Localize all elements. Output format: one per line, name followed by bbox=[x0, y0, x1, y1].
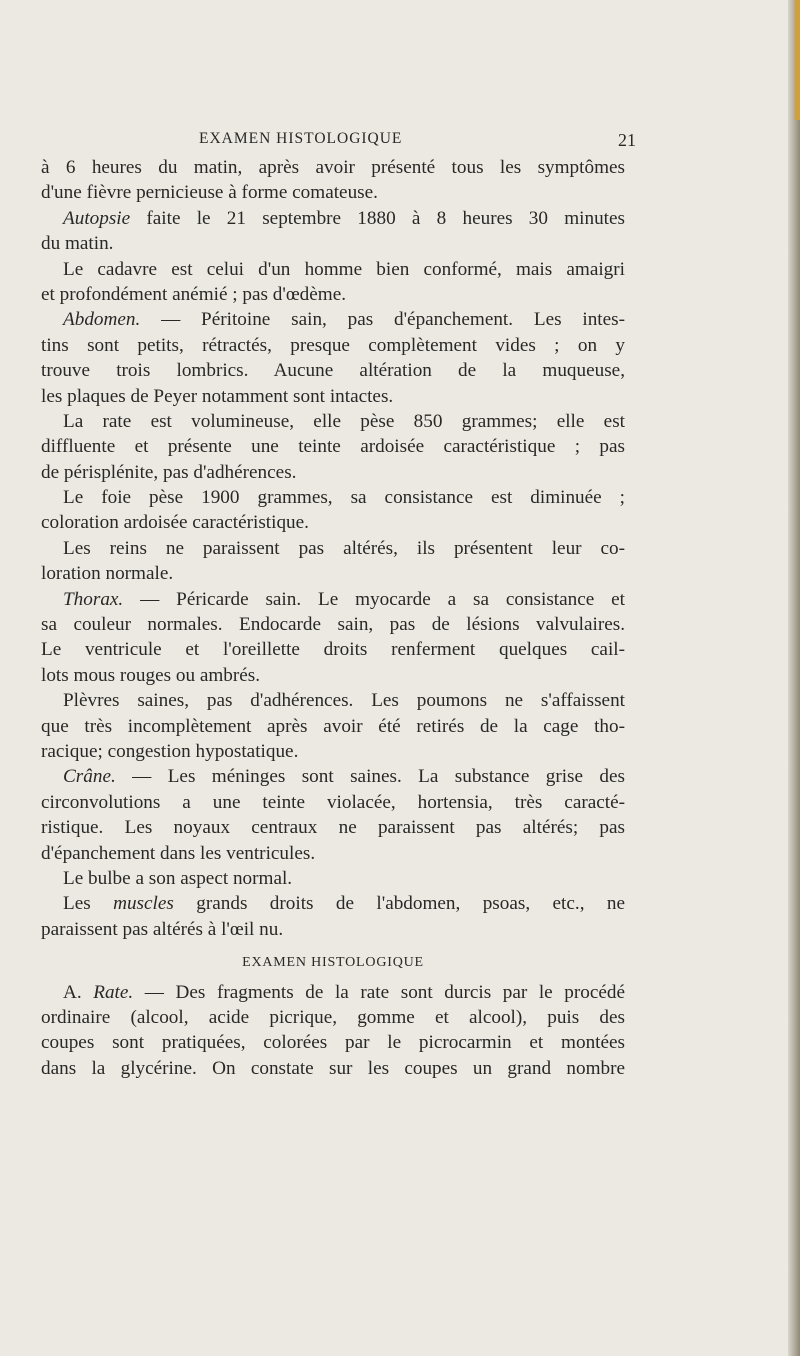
text-line: et profondément anémié ; pas d'œdème. bbox=[41, 283, 347, 305]
text-line: racique; congestion hypostatique. bbox=[41, 740, 299, 762]
run-in-heading: Thorax. bbox=[63, 588, 124, 610]
page-number: 21 bbox=[618, 130, 636, 150]
run-in-heading: Crâne. bbox=[63, 766, 116, 788]
text-line: Le foie pèse 1900 grammes, sa consistance est diminuée ; bbox=[63, 487, 625, 509]
text-line: paraissent pas altérés à l'œil nu. bbox=[41, 918, 284, 940]
text-line: Thorax. — Péricarde sain. Le myocarde a sa consistance et bbox=[63, 588, 625, 610]
text-line: les plaques de Peyer notamment sont intactes. bbox=[41, 385, 394, 407]
run-in-heading: Rate. bbox=[93, 981, 134, 1003]
page-body bbox=[41, 155, 625, 1081]
text-line: sa couleur normales. Endocarde sain, pas de lésions valvulaires. bbox=[41, 614, 625, 636]
page-edge bbox=[788, 0, 800, 1356]
text-line: La rate est volumineuse, elle pèse 850 grammes; elle est bbox=[63, 410, 625, 432]
text-line: coloration ardoisée caractéristique. bbox=[41, 512, 309, 534]
run-in-heading: Autopsie bbox=[63, 207, 131, 229]
text-line: diffluente et présente une teinte ardoisée caractéristique ; pas bbox=[41, 436, 625, 458]
text-line: Plèvres saines, pas d'adhérences. Les poumons ne s'affaissent bbox=[63, 690, 625, 712]
text-line: Crâne. — Les méninges sont saines. La substance grise des bbox=[63, 766, 625, 788]
text-line: circonvolutions a une teinte violacée, hortensia, très caracté- bbox=[41, 791, 625, 813]
text-line: Autopsie faite le 21 septembre 1880 à 8 heures 30 minutes bbox=[63, 207, 625, 229]
running-title: EXAMEN HISTOLOGIQUE bbox=[199, 130, 403, 147]
text-line: de périsplénite, pas d'adhérences. bbox=[41, 461, 297, 483]
text-line: trouve trois lombrics. Aucune altération de la muqueuse, bbox=[41, 360, 625, 382]
text-line: Le cadavre est celui d'un homme bien conformé, mais amaigri bbox=[63, 258, 625, 280]
text-line: Les reins ne paraissent pas altérés, ils présentent leur co- bbox=[63, 537, 625, 559]
text-line: du matin. bbox=[41, 233, 114, 255]
run-in-heading: Abdomen. bbox=[63, 309, 141, 331]
text-line: A. Rate. — Des fragments de la rate sont durcis par le procédé bbox=[63, 981, 625, 1003]
text-line: Les muscles grands droits de l'abdomen, psoas, etc., ne bbox=[63, 893, 625, 915]
text-line: dans la glycérine. On constate sur les coupes un grand nombre bbox=[41, 1057, 625, 1079]
text-line: ristique. Les noyaux centraux ne paraissent pas altérés; pas bbox=[41, 817, 625, 839]
text-line: que très incomplètement après avoir été retirés de la cage tho- bbox=[41, 715, 625, 737]
section-heading: EXAMEN HISTOLOGIQUE bbox=[242, 955, 424, 971]
text-line: tins sont petits, rétractés, presque complètement vides ; on y bbox=[41, 334, 625, 356]
text-line: d'épanchement dans les ventricules. bbox=[41, 842, 316, 864]
run-in-heading: muscles bbox=[113, 893, 174, 915]
text-line: Le ventricule et l'oreillette droits renferment quelques cail- bbox=[41, 639, 625, 661]
text-line: à 6 heures du matin, après avoir présenté tous les symptômes bbox=[41, 157, 625, 178]
text-line: d'une fièvre pernicieuse à forme comateuse. bbox=[41, 182, 378, 204]
text-line: Le bulbe a son aspect normal. bbox=[63, 867, 293, 889]
text-line: ordinaire (alcool, acide picrique, gomme et alcool), puis des bbox=[41, 1006, 625, 1028]
text-line: coupes sont pratiquées, colorées par le picrocarmin et montées bbox=[41, 1032, 625, 1054]
page-edge-mark bbox=[795, 0, 800, 120]
text-line: Abdomen. — Péritoine sain, pas d'épanchement. Les intes- bbox=[63, 309, 625, 331]
text-line: loration normale. bbox=[41, 563, 174, 585]
text-line: lots mous rouges ou ambrés. bbox=[41, 664, 261, 686]
